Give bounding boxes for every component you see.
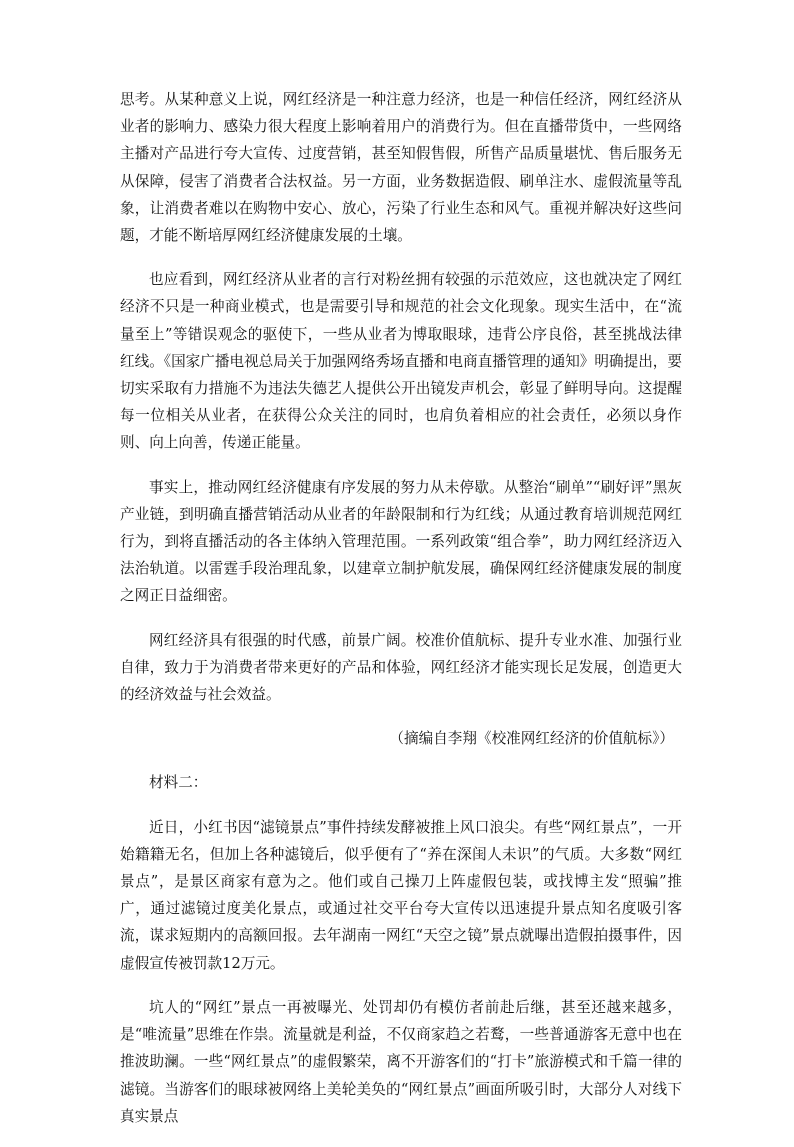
material-two-label: 材料二： [149,774,208,792]
paragraph-1: 思考。从某种意义上说，网红经济是一种注意力经济，也是一种信任经济，网红经济从业者的影响力、感染力很大程度上影响着用户的消费行为。但在直播带货中，一些网络主播对产品进行夸大宣传、过度营销，甚至知假售假，所售产品质量堪忧、售后服务无从保障，侵害了消费者合法权益。另一方面，业务数据造假、刷单注水、虚假流量等乱象，让消费者难以在购物中安心、放心，污染了行业生态和风气。重视并解决好这些问题，才能不断培厚网红经济健康发展的土壤。 [120,91,682,245]
paragraph-4: 网红经济具有很强的时代感，前景广阔。校准价值航标、提升专业水准、加强行业自律，致力于为消费者带来更好的产品和体验，网红经济才能实现长足发展，创造更大的经济效益与社会效益。 [120,631,682,704]
material-two-paragraph-1: 近日，小红书因“滤镜景点”事件持续发酵被推上风口浪尖。有些“网红景点”，一开始籍籍无名，但加上各种滤镜后，似乎便有了“养在深闺人未识”的气质。大多数“网红景点”，是景区商家有意为之。他们或自己操刀上阵虚假包装，或找博主发“照骗”推广，通过滤镜过度美化景点，或通过社交平台夸大宣传以迅速提升景点知名度吸引客流，谋求短期内的高额回报。去年湖南一网红“天空之镜”景点就曝出造假拍摄事件，因虚假宣传被罚款12万元。 [120,818,682,972]
paragraph-3: 事实上，推动网红经济健康有序发展的努力从未停歇。从整治“刷单”“刷好评”黑灰产业链，到明确直播营销活动从业者的年龄限制和行为红线；从通过教育培训规范网红行为，到将直播活动的各主体纳入管理范围。一系列政策“组合拳”，助力网红经济迈入法治轨道。以雷霆手段治理乱象，以建章立制护航发展，确保网红经济健康发展的制度之网正日益细密。 [120,478,682,605]
document-page [120,86,682,1147]
source-citation: （摘编自李翔《校准网红经济的价值航标》） [389,730,674,748]
paragraph-2: 也应看到，网红经济从业者的言行对粉丝拥有较强的示范效应，这也就决定了网红经济不只是一种商业模式，也是需要引导和规范的社会文化现象。现实生活中，在“流量至上”等错误观念的驱使下，一些从业者为博取眼球，违背公序良俗，甚至挑战法律红线。《国家广播电视总局关于加强网络秀场直播和电商直播管理的通知》明确提出，要切实采取有力措施不为违法失德艺人提供公开出镜发声机会，彰显了鲜明导向。这提醒每一位相关从业者，在获得公众关注的同时，也肩负着相应的社会责任，必须以身作则、向上向善，传递正能量。 [120,271,682,452]
material-two-paragraph-2: 坑人的“网红”景点一再被曝光、处罚却仍有模仿者前赴后继，甚至还越来越多，是“唯流量”思维在作祟。流量就是利益，不仅商家趋之若鹜，一些普通游客无意中也在推波助澜。一些“网红景点”的虚假繁荣，离不开游客们的“打卡”旅游模式和千篇一律的滤镜。当游客们的眼球被网络上美轮美奂的“网红景点”画面所吸引时，大部分人对线下真实景点 [120,998,682,1125]
